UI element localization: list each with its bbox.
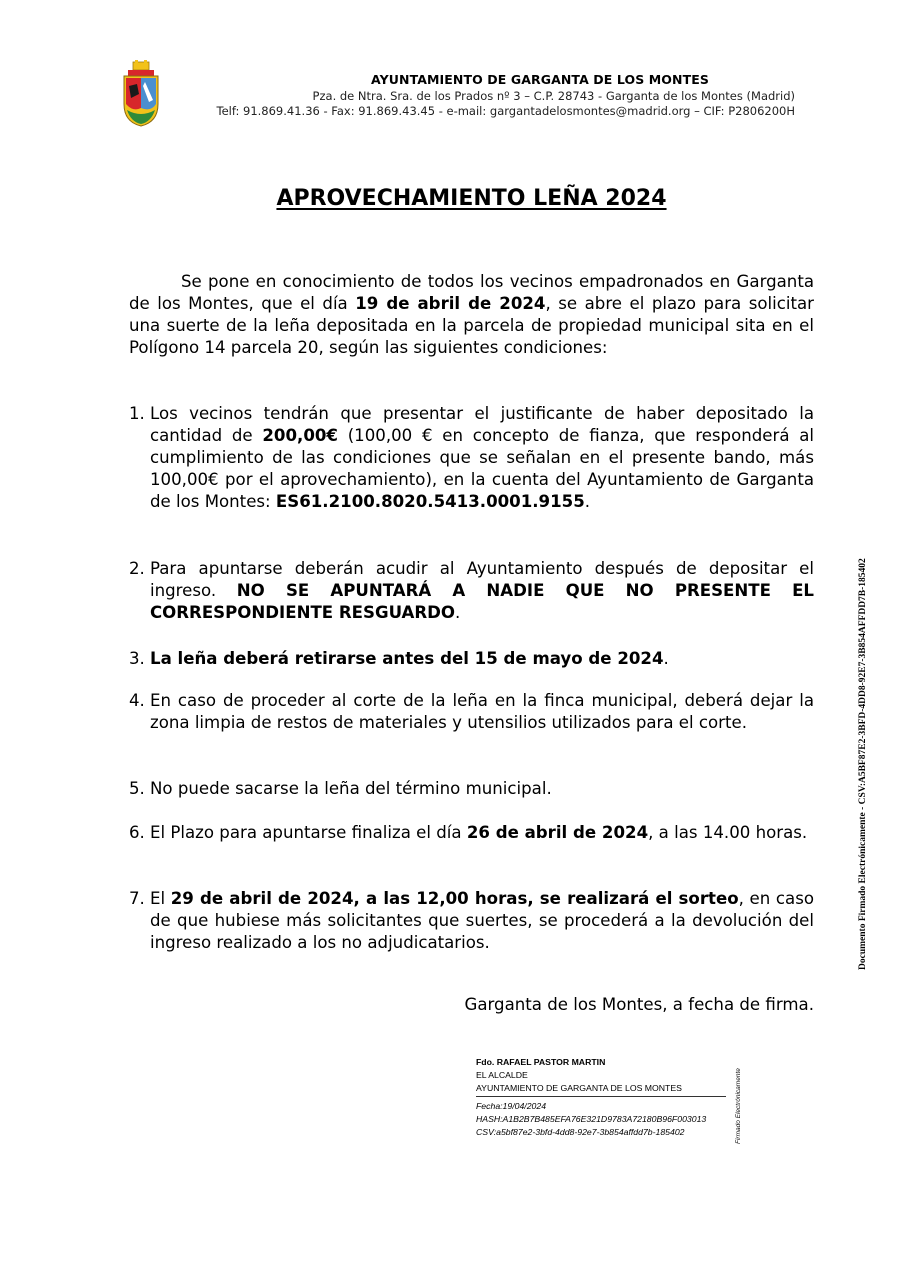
- item-text: Para apuntarse deberán acudir al Ayuntamiento después de depositar el ingreso.: [150, 559, 814, 600]
- intro-paragraph: [129, 271, 814, 359]
- signer-name: Fdo. RAFAEL PASTOR MARTIN: [476, 1057, 606, 1067]
- signature-block: [476, 1056, 756, 1144]
- item-text: , a las 14.00 horas.: [648, 823, 808, 842]
- signed-electronically-label: Firmado Electrónicamente: [735, 1068, 742, 1144]
- deposit-amount: 200,00€: [262, 426, 338, 445]
- item-number: 5.: [129, 779, 145, 798]
- side-stamp-label: Documento Firmado Electrónicamente -: [858, 804, 868, 970]
- intro-text-1: Se pone en conocimiento de todos los vecinos empadronados en Garganta de los Montes, que el día: [129, 272, 814, 313]
- item-bold-text: 26 de abril de 2024: [466, 823, 649, 842]
- item-number: 7.: [129, 889, 145, 908]
- signer-org: AYUNTAMIENTO DE GARGANTA DE LOS MONTES: [476, 1082, 726, 1097]
- item-text: , en caso de que hubiese más solicitantes que suertes, se procederá a la devolución del ingreso realizado a los no adjudicatarios.: [150, 889, 814, 952]
- condition-item-7: [129, 888, 814, 954]
- letterhead-org: AYUNTAMIENTO DE GARGANTA DE LOS MONTES: [371, 72, 709, 87]
- condition-item-2: [129, 558, 814, 624]
- condition-item-4: [129, 690, 814, 734]
- signature-hash: HASH:A1B2B7B485EFA76E321D9783A72180B96F003013: [476, 1114, 707, 1124]
- condition-item-1: [129, 403, 814, 513]
- condition-item-6: [129, 822, 814, 844]
- document-title: APROVECHAMIENTO LEÑA 2024: [276, 186, 667, 211]
- signature-csv: CSV:a5bf87e2-3bfd-4dd8-92e7-3b854affdd7b-185402: [476, 1127, 685, 1137]
- item-bold-text: NO SE APUNTARÁ A NADIE QUE NO PRESENTE EL CORRESPONDIENTE RESGUARDO: [150, 581, 814, 622]
- item-text: En caso de proceder al corte de la leña en la finca municipal, deberá dejar la zona limpia de restos de materiales y utensilios utilizados para el corte.: [150, 691, 814, 732]
- signature-date: Fecha:19/04/2024: [476, 1101, 547, 1111]
- item-text: (100,00 € en concepto de fianza, que responderá al cumplimiento de las condiciones que se señalan en el presente bando, más 100,00€ por el aprovechamiento), en la cuenta del Ayuntamiento de Garganta de los Montes:: [150, 426, 814, 511]
- item-text: .: [584, 492, 591, 511]
- letterhead-address: Pza. de Ntra. Sra. de los Prados nº 3 – C.P. 28743 - Garganta de los Montes (Madrid): [312, 89, 795, 103]
- condition-item-5: [129, 778, 814, 800]
- item-bold-text: La leña deberá retirarse antes del 15 de mayo de 2024: [150, 649, 664, 668]
- bank-account: ES61.2100.8020.5413.0001.9155: [275, 492, 585, 511]
- signer-role: EL ALCALDE: [476, 1070, 528, 1080]
- condition-item-3: [129, 648, 814, 670]
- intro-date: 19 de abril de 2024: [355, 294, 546, 313]
- item-text: El Plazo para apuntarse finaliza el día: [150, 823, 467, 842]
- closing-line: Garganta de los Montes, a fecha de firma.: [464, 995, 814, 1014]
- side-stamp-csv: CSV:A5BF87E2-3BFD-4DD8-92E7-3B854AFFDD7B-185402: [858, 558, 868, 805]
- item-number: 4.: [129, 691, 145, 710]
- item-text: El: [150, 889, 171, 908]
- item-number: 2.: [129, 559, 145, 578]
- item-number: 1.: [129, 404, 145, 423]
- letterhead: [190, 72, 795, 118]
- intro-text-2: , se abre el plazo para solicitar una suerte de la leña depositada en la parcela de propiedad municipal sita en el Polígono 14 parcela 20, según las siguientes condiciones:: [129, 294, 814, 357]
- item-text: .: [663, 649, 669, 668]
- item-number: 6.: [129, 823, 145, 842]
- municipal-crest-icon: [121, 60, 161, 128]
- letterhead-contact: Telf: 91.869.41.36 - Fax: 91.869.43.45 - e-mail: gargantadelosmontes@madrid.org – CIF: P2806200H: [216, 104, 795, 118]
- item-text: Los vecinos tendrán que presentar el justificante de haber depositado la cantidad de: [150, 404, 814, 445]
- item-text: .: [455, 603, 461, 622]
- item-text: No puede sacarse la leña del término municipal.: [150, 779, 552, 798]
- side-verification-stamp: [858, 558, 868, 970]
- item-number: 3.: [129, 649, 145, 668]
- item-bold-text: 29 de abril de 2024, a las 12,00 horas, se realizará el sorteo: [170, 889, 739, 908]
